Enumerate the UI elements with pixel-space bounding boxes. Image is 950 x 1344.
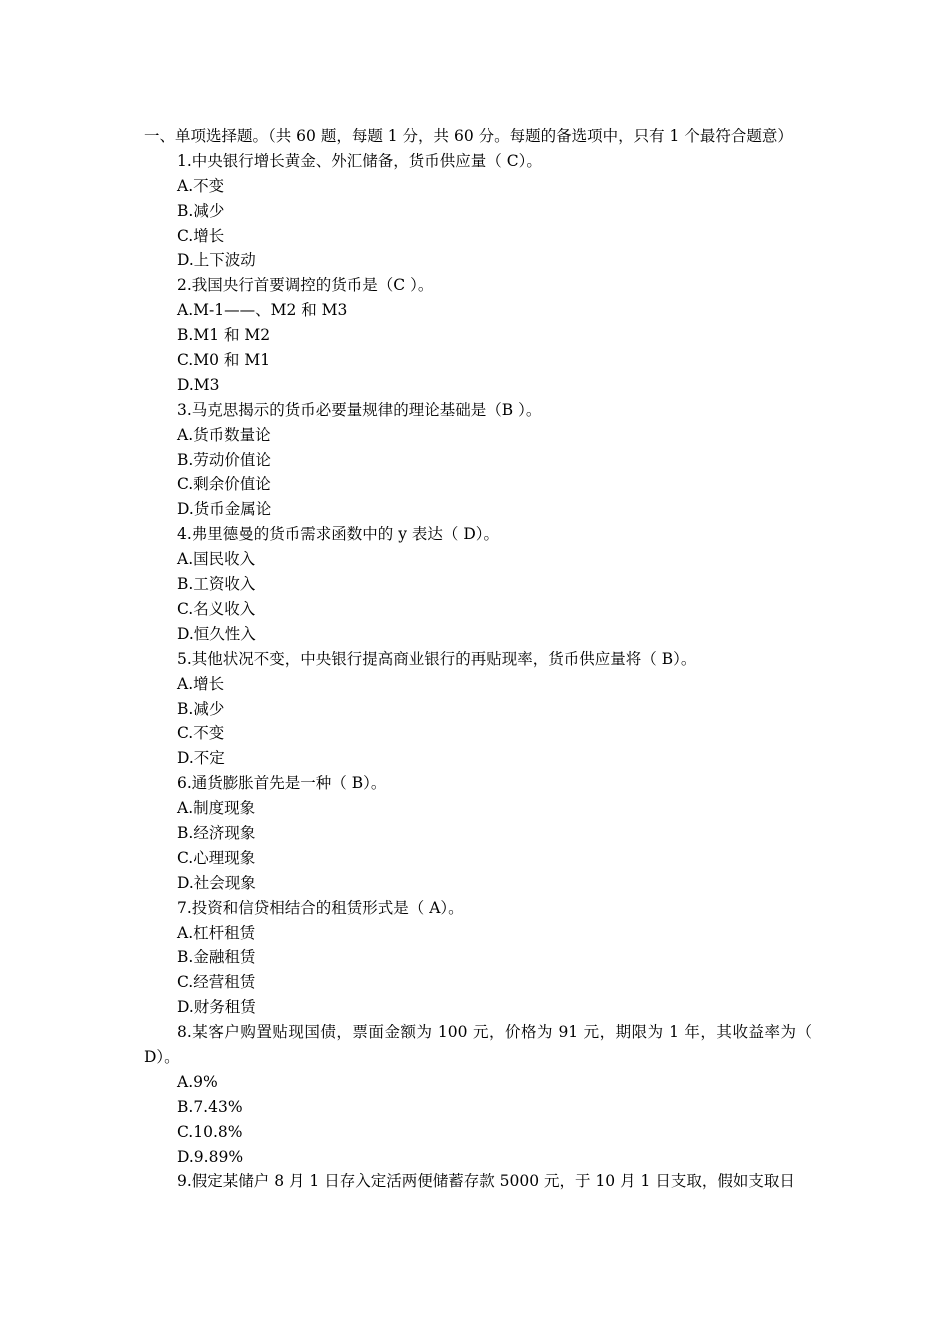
question-stem: 6.通货膨胀首先是一种（ B）。	[177, 774, 387, 793]
option-d: D.恒久性入	[177, 624, 256, 643]
option-d: D.9.89%	[177, 1147, 244, 1166]
question-6	[144, 771, 812, 895]
option-c: C.经营租赁	[177, 973, 256, 992]
option-d: D.不定	[177, 749, 225, 768]
question-1	[144, 149, 812, 273]
question-stem: 3.马克思揭示的货币必要量规律的理论基础是（B ）。	[177, 400, 542, 419]
document-body	[144, 124, 812, 1194]
option-b: B.经济现象	[177, 823, 256, 842]
question-stem: 8.某客户购置贴现国债，票面金额为 100 元，价格为 91 元，期限为 1 年，其收益率为（ D）。	[144, 1023, 812, 1066]
option-a: A.国民收入	[177, 550, 256, 569]
question-stem: 4.弗里德曼的货币需求函数中的 y 表达（ D）。	[177, 525, 500, 544]
question-8	[144, 1020, 812, 1169]
question-stem: 1.中央银行增长黄金、外汇储备，货币供应量（ C）。	[177, 151, 542, 170]
option-c: C.不变	[177, 724, 225, 743]
option-a: A.不变	[177, 176, 225, 195]
option-c: C.剩余价值论	[177, 475, 271, 494]
question-stem: 2.我国央行首要调控的货币是（C ）。	[177, 276, 434, 295]
question-2	[144, 273, 812, 397]
option-d: D.上下波动	[177, 251, 256, 270]
option-c: C.心理现象	[177, 848, 256, 867]
question-stem: 9.假定某储户 8 月 1 日存入定活两便储蓄存款 5000 元，于 10 月 1 日支取，假如支取日	[177, 1172, 795, 1191]
option-b: B.减少	[177, 201, 225, 220]
option-b: B.工资收入	[177, 575, 256, 594]
section-heading: 一、单项选择题。（共 60 题，每题 1 分，共 60 分。每题的备选项中，只有 1 个最符合题意）	[144, 127, 793, 145]
question-7	[144, 896, 812, 1020]
question-3	[144, 398, 812, 522]
option-b: B.减少	[177, 699, 225, 718]
question-4	[144, 522, 812, 646]
option-d: D.M3	[177, 375, 220, 394]
option-c: C.M0 和 M1	[177, 351, 271, 370]
option-b: B.M1 和 M2	[177, 326, 271, 345]
option-d: D.财务租赁	[177, 998, 256, 1017]
option-c: C.名义收入	[177, 599, 256, 618]
question-9	[144, 1169, 812, 1194]
option-a: A.9%	[177, 1072, 218, 1091]
option-b: B.7.43%	[177, 1097, 243, 1116]
question-5	[144, 647, 812, 771]
option-d: D.社会现象	[177, 873, 256, 892]
question-stem: 7.投资和信贷相结合的租赁形式是（ A）。	[177, 898, 464, 917]
option-b: B.金融租赁	[177, 948, 256, 967]
option-a: A.M-1——、M2 和 M3	[177, 301, 348, 320]
option-a: A.增长	[177, 674, 225, 693]
option-a: A.制度现象	[177, 799, 256, 818]
option-b: B.劳动价值论	[177, 450, 271, 469]
option-c: C.增长	[177, 226, 225, 245]
option-a: A.杠杆租赁	[177, 923, 256, 942]
option-d: D.货币金属论	[177, 500, 272, 519]
option-a: A.货币数量论	[177, 425, 271, 444]
question-stem: 5.其他状况不变，中央银行提高商业银行的再贴现率，货币供应量将（ B）。	[177, 649, 697, 668]
option-c: C.10.8%	[177, 1122, 243, 1141]
